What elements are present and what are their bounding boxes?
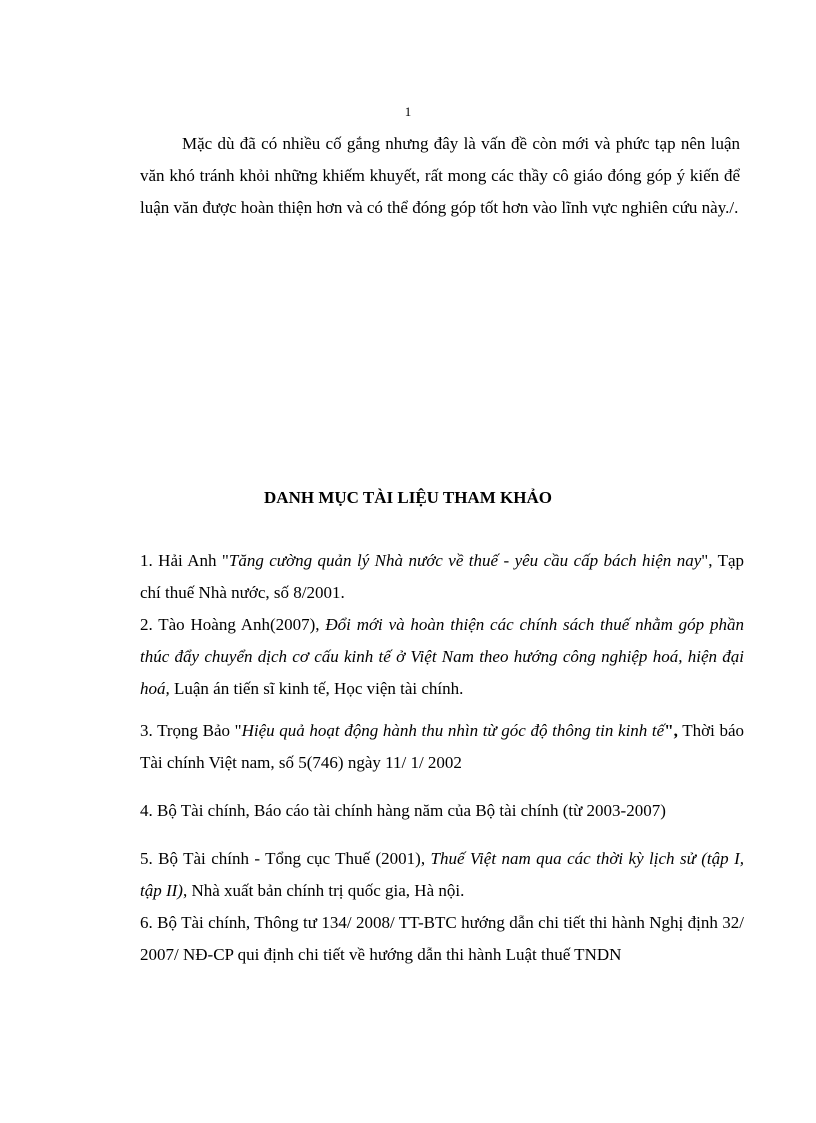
reference-3-title: Hiệu quả hoạt động hành thu nhìn từ góc độ thông tin kinh tế xyxy=(241,721,665,740)
reference-item-4 xyxy=(140,795,744,827)
reference-item-1 xyxy=(140,545,744,609)
references-title: DANH MỤC TÀI LIỆU THAM KHẢO xyxy=(264,488,552,507)
reference-5-title: Thuế Việt nam qua các thời kỳ lịch sử (tập I, tập II) xyxy=(140,849,744,900)
reference-1-title: Tăng cường quản lý Nhà nước về thuế - yêu cầu cấp bách hiện nay xyxy=(228,551,702,570)
intro-paragraph: Mặc dù đã có nhiều cố gắng nhưng đây là vấn đề còn mới và phức tạp nên luận văn khó tránh khỏi những khiếm khuyết, rất mong các thầy cô giáo đóng góp ý kiến để luận văn được hoàn thiện hơn và có thể đóng góp tốt hơn vào lĩnh vực nghiên cứu này./. xyxy=(140,134,740,217)
reference-item-2 xyxy=(140,609,744,705)
reference-4-text: 4. Bộ Tài chính, Báo cáo tài chính hàng năm của Bộ tài chính (từ 2003-2007) xyxy=(140,801,666,820)
reference-2-lead: 2. Tào Hoàng Anh(2007), xyxy=(140,615,326,634)
references-list xyxy=(140,545,744,971)
reference-item-6 xyxy=(140,907,744,971)
reference-5-lead: 5. Bộ Tài chính - Tổng cục Thuế (2001), xyxy=(140,849,431,868)
reference-item-5 xyxy=(140,843,744,907)
reference-3-bold-punct: ", xyxy=(664,721,678,740)
reference-1-lead: 1. Hải Anh " xyxy=(140,551,229,570)
reference-5-tail: , Nhà xuất bản chính trị quốc gia, Hà nội. xyxy=(182,881,465,900)
reference-3-tail: Thời báo Tài chính Việt nam, số 5(746) ngày 11/ 1/ 2002 xyxy=(140,721,744,772)
reference-1-tail: ", Tạp chí thuế Nhà nước, số 8/2001. xyxy=(140,551,745,602)
page-number: 1 xyxy=(404,104,412,119)
reference-2-title: Đổi mới và hoàn thiện các chính sách thuế nhằm góp phần thúc đẩy chuyển dịch cơ cấu kinh tế ở Việt Nam theo hướng công nghiệp hoá, hiện đại hoá, xyxy=(140,615,744,698)
reference-item-3 xyxy=(140,715,744,779)
reference-6-text: 6. Bộ Tài chính, Thông tư 134/ 2008/ TT-BTC hướng dẫn chi tiết thi hành Nghị định 32/ 2007/ NĐ-CP qui định chi tiết về hướng dẫn thi hành Luật thuế TNDN xyxy=(140,913,744,964)
reference-2-tail: Luận án tiến sĩ kinh tế, Học viện tài chính. xyxy=(169,679,464,698)
reference-3-lead: 3. Trọng Bảo " xyxy=(140,721,242,740)
